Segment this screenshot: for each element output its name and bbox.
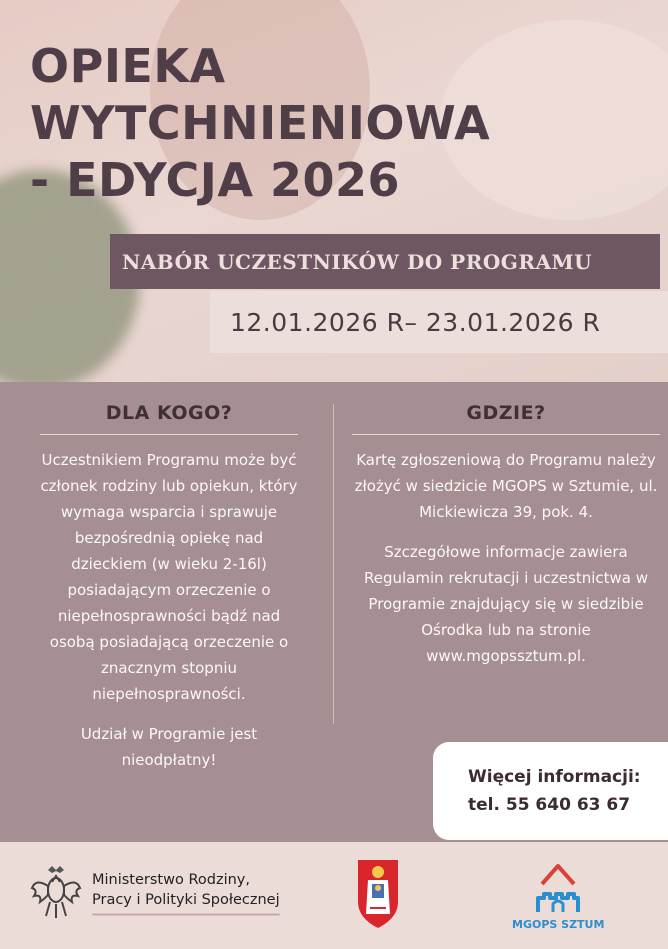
- who-paragraph: Uczestnikiem Programu może być członek rodziny lub opiekun, który wymaga wsparcia i sprawuje bezpośrednią opiekę nad dzieckiem (w wieku 2-16l) posiadającym orzeczenie o niepełnosprawności bądź nad osobą posiadającą orzeczenie o znacznym stopniu niepełnosprawności.: [40, 451, 298, 703]
- where-details: Szczegółowe informacje zawiera Regulamin rekrutacji i uczestnictwa w Programie znajdujący się w siedzibie Ośrodka lub na stronie www.mgopssztum.pl.: [363, 543, 649, 665]
- contact-box: [433, 742, 668, 840]
- polish-eagle-emblem-icon: [30, 864, 82, 922]
- ministry-text-block: [82, 870, 280, 916]
- contact-phone[interactable]: tel. 55 640 63 67: [468, 795, 631, 815]
- ministry-name-line2: Pracy i Polityki Społecznej: [92, 892, 280, 908]
- title-line: WYTCHNIENIOWA: [30, 96, 491, 150]
- who-free-note: Udział w Programie jest nieodpłatny!: [80, 725, 258, 769]
- who-heading: DLA KOGO?: [105, 402, 233, 424]
- where-paragraph: Kartę zgłoszeniową do Programu należy złożyć w siedzicie MGOPS w Sztumie, ul. Mickiewicza 39, pok. 4.: [354, 451, 658, 521]
- ministry-name-line1: Ministerstwo Rodziny,: [92, 872, 250, 888]
- page-title: [30, 38, 490, 209]
- mgops-label: MGOPS SZTUM: [512, 918, 605, 931]
- heading-rule: [352, 434, 660, 435]
- where-column: [352, 382, 660, 669]
- polish-flag-bar: [92, 913, 280, 916]
- contact-label: Więcej informacji:: [468, 767, 641, 787]
- hero-section: [0, 0, 668, 382]
- footer: [0, 842, 668, 949]
- mgops-logo-icon: [528, 860, 588, 918]
- heading-rule: [40, 434, 298, 435]
- who-column: [40, 382, 298, 773]
- title-line: - EDYCJA 2026: [30, 153, 401, 207]
- mgops-logo: [512, 860, 604, 931]
- coat-of-arms: [356, 858, 400, 934]
- date-range: 12.01.2026 R– 23.01.2026 R: [210, 291, 668, 353]
- column-divider: [333, 404, 334, 724]
- ministry-logo: [30, 864, 280, 922]
- sztum-coat-of-arms-icon: [356, 858, 400, 930]
- subtitle-band: NABÓR UCZESTNIKÓW DO PROGRAMU: [110, 234, 660, 289]
- title-line: OPIEKA: [30, 39, 226, 93]
- where-heading: GDZIE?: [466, 402, 546, 424]
